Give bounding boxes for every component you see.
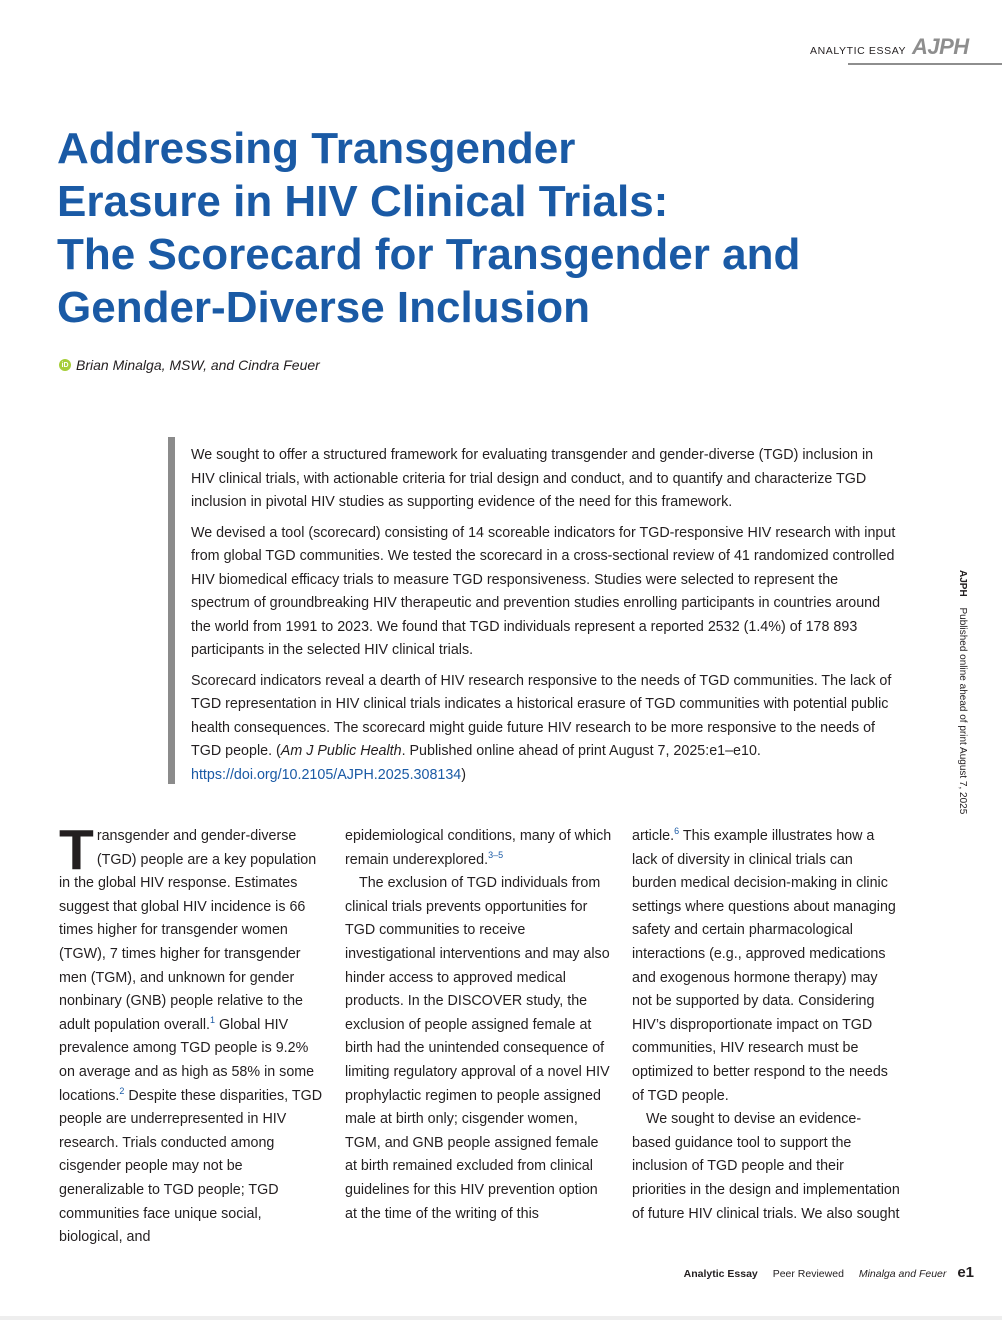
footer-review: Peer Reviewed [772, 1268, 844, 1280]
journal-logo: AJPH [912, 34, 969, 59]
abstract-objectives: We sought to offer a structured framework for evaluating transgender and gender-diverse (TGD) inclusion in HIV clinical trials, with actionable criteria for trial design and conduct, and to quantify and characterize TGD inclusion in pivotal HIV studies as supporting evidence of the need for this framework. [191, 447, 874, 510]
body-column-3 [632, 825, 900, 1226]
body-column-1 [59, 818, 327, 1250]
title-line: The Scorecard for Transgender and [57, 230, 801, 279]
article-title [57, 122, 857, 334]
doi-link[interactable]: https://doi.org/10.2105/AJPH.2025.308134 [191, 766, 462, 783]
journal-citation: Am J Public Health [280, 743, 402, 759]
footer-authors: Minalga and Feuer [858, 1268, 947, 1280]
header-rule [848, 63, 1002, 65]
page-footer [0, 1264, 974, 1281]
abstract-methods: We devised a tool (scorecard) consisting of 14 scoreable indicators for TGD-responsive HIV research with input from global TGD communities. We tested the scorecard in a cross-sectional review of 41 randomized controlled HIV biomedical efficacy trials to measure TGD responsiveness. Studies were selected to represent the spectrum of groundbreaking HIV therapeutic and prevention studies enrolling participants in countries around the world from 1991 to 2023. We found that TGD individuals represent a reported 2532 (1.4%) of 178 893 participants in the selected HIV clinical trials. [191, 524, 896, 658]
abstract-conclusions: Scorecard indicators reveal a dearth of HIV research responsive to the needs of TGD communities. The lack of TGD representation in HIV clinical trials indicates a historical erasure of TGD communities with potential public health consequences. The scorecard might guide future HIV research to be more responsive to the needs of TGD people. (Am J Public Health. Published online ahead of print August 7, 2025:e1–e10. https://doi.org/10.2105/AJPH.2025.308134) [191, 672, 892, 783]
reference-link[interactable]: 1 [210, 1014, 216, 1025]
body-column-2 [345, 825, 613, 1226]
side-journal: AJPH [957, 570, 968, 597]
body-paragraph: Transgender and gender-diverse (TGD) people are a key population in the global HIV response. Estimates suggest that global HIV incidence is 66 times higher for transgender women (TGW), 7 times higher for transgender men (TGM), and unknown for gender nonbinary (GNB) people relative to the adult population overall.$^1$ Global HIV prevalence among TGD people is 9.2% on average and as high as 58% in some locations.$^2$ Despite these disparities, TGD people are underrepresented in HIV research. Trials conducted among cisgender people may not be generalizable to TGD people; TGD communities face unique social, biological, and [59, 818, 323, 1246]
side-published: Published online ahead of print August 7, 2025 [957, 607, 968, 815]
bottom-rule [0, 1316, 1002, 1320]
reference-link[interactable]: 6 [674, 826, 680, 837]
body-paragraph: We sought to devise an evidence-based guidance tool to support the inclusion of TGD people and their priorities in the design and implementation of future HIV clinical trials. We also sought [632, 1111, 900, 1222]
abstract [168, 437, 898, 784]
author-line [59, 357, 320, 373]
section-label: ANALYTIC ESSAY [810, 45, 907, 57]
body-paragraph: The exclusion of TGD individuals from clinical trials prevents opportunities for TGD communities to receive investigational interventions and may also hinder access to approved medical products. In the DISCOVER study, the exclusion of people assigned female at birth had the unintended consequence of limiting regulatory approval of a novel HIV prophylactic regimen to people assigned male at birth only; cisgender women, TGM, and GNB people assigned female at birth remained excluded from clinical guidelines for this HIV prevention option at the time of the writing of this [345, 875, 610, 1222]
body-paragraph: article.$^6$ This example illustrates how a lack of diversity in clinical trials can burden medical decision-making in clinic settings where questions about managing safety and certain pharmacological interactions (e.g., approved medications and exogenous hormone therapy) may not be supported by data. Considering HIV’s disproportionate impact on TGD communities, HIV research must be optimized to better respond to the needs of TGD people. [632, 826, 896, 1104]
title-line: Addressing Transgender [57, 124, 576, 173]
side-publication-note [952, 570, 968, 870]
reference-link[interactable]: 2 [119, 1085, 125, 1096]
reference-link[interactable]: 3–5 [488, 849, 504, 860]
title-line: Gender-Diverse Inclusion [57, 283, 591, 332]
page-number: e1 [957, 1264, 974, 1281]
author-names: Brian Minalga, MSW, and Cindra Feuer [76, 357, 320, 373]
title-line: Erasure in HIV Clinical Trials: [57, 177, 669, 226]
body-paragraph: epidemiological conditions, many of which remain underexplored.$^{3-5}$ [345, 828, 612, 868]
drop-cap: T [59, 818, 94, 882]
footer-section: Analytic Essay [683, 1268, 758, 1280]
orcid-icon[interactable]: iD [59, 359, 71, 371]
